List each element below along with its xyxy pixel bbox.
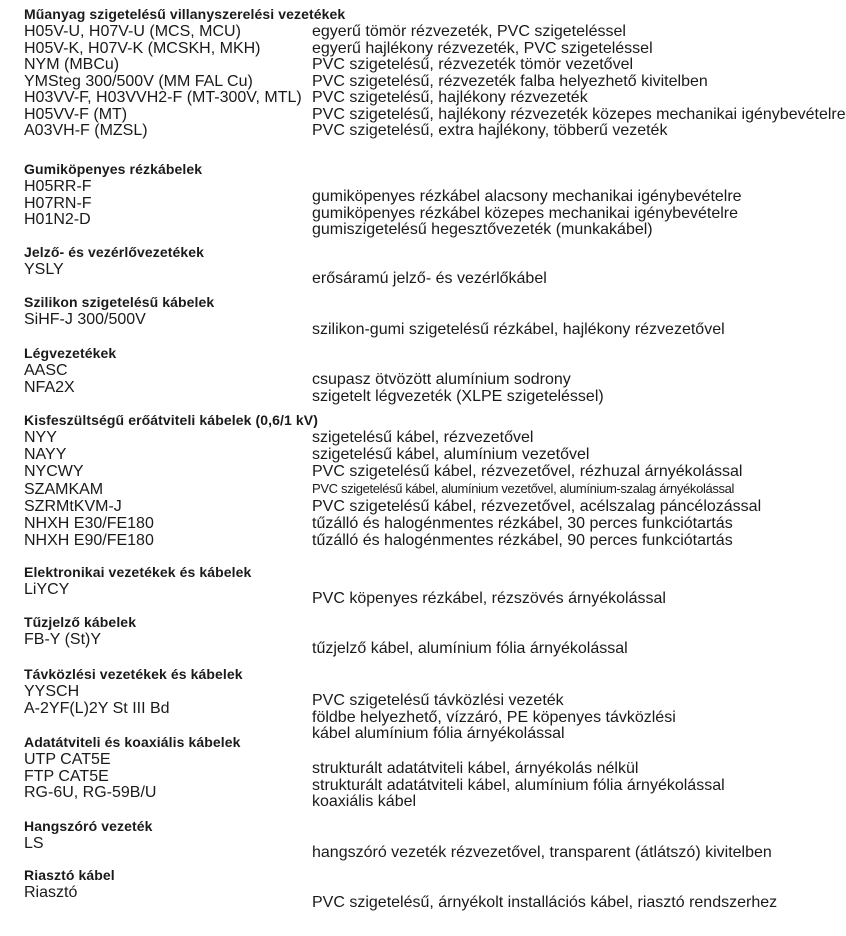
cable-description: strukturált adatátviteli kábel, árnyékolás nélkül (312, 760, 639, 777)
cable-code: NYCWY (24, 463, 84, 481)
cable-description: gumiköpenyes rézkábel alacsony mechanikai igénybevételre (312, 188, 742, 205)
cable-code: FB-Y (St)Y (24, 631, 102, 648)
cable-code: NHXH E30/FE180 (24, 515, 154, 532)
cable-code: SZRMtKVM-J (24, 497, 122, 515)
cable-code: A03VH-F (MZSL) (24, 122, 148, 139)
cable-code: H05VV-F (MT) (24, 105, 128, 123)
cable-description: szilikon-gumi szigetelésű rézkábel, hajlékony rézvezetővel (312, 321, 725, 338)
cable-description: PVC szigetelésű, extra hajlékony, többerű vezeték (312, 122, 668, 139)
cable-code: H07RN-F (24, 194, 92, 212)
section-heading: Műanyag szigetelésű villanyszerelési vezetékek (24, 6, 346, 22)
section-heading: Szilikon szigetelésű kábelek (24, 294, 215, 310)
cable-description: szigetelésű kábel, rézvezetővel (312, 429, 534, 446)
cable-code: UTP CAT5E (24, 751, 111, 768)
section (24, 411, 764, 553)
cable-description: földbe helyezhető, vízzáró, PE köpenyes távközlési (312, 708, 676, 726)
section-heading: Távközlési vezetékek és kábelek (24, 666, 243, 682)
cable-description: PVC szigetelésű, árnyékolt installációs kábel, riasztó rendszerhez (312, 894, 778, 911)
section-heading: Tűzjelző kábelek (24, 614, 137, 630)
section-heading: Gumiköpenyes rézkábelek (24, 161, 203, 177)
section (24, 817, 772, 865)
cable-description: szigetelt légvezeték (XLPE szigeteléssel) (312, 387, 604, 405)
section-heading: Légvezetékek (24, 345, 117, 361)
section (24, 866, 778, 915)
cable-description: PVC szigetelésű kábel, rézvezetővel, rézhuzal árnyékolással (312, 463, 743, 481)
cable-code: NAYY (24, 446, 67, 464)
cable-code: LiYCY (24, 581, 70, 598)
cable-description: tűzálló és halogénmentes rézkábel, 90 perces funkciótartás (312, 532, 733, 550)
cable-description: tűzjelző kábel, alumínium fólia árnyékolással (312, 640, 628, 657)
cable-code: YSLY (24, 261, 64, 278)
cable-code: NFA2X (24, 378, 75, 396)
cable-code: H03VV-F, H03VVH2-F (MT-300V, MTL) (24, 89, 302, 106)
cable-description: kábel alumínium fólia árnyékolással (312, 725, 565, 742)
cable-description: PVC szigetelésű távközlési vezeték (312, 692, 564, 709)
cable-code: YYSCH (24, 683, 80, 700)
cable-code: H05V-U, H07V-U (MCS, MCU) (24, 23, 241, 40)
cable-code: SZAMKAM (24, 480, 104, 498)
cable-description: PVC szigetelésű kábel, alumínium vezetővel, alumínium-szalag árnyékolással (312, 480, 735, 496)
cable-description: PVC köpenyes rézkábel, rézszövés árnyékolással (312, 590, 666, 607)
cable-description: PVC szigetelésű, hajlékony rézvezeték (312, 89, 588, 106)
cable-description: koaxiális kábel (312, 793, 417, 810)
cable-code: H05V-K, H07V-K (MCSKH, MKH) (24, 39, 261, 57)
cable-description: hangszóró vezeték rézvezetővel, transparent (átlátszó) kivitelben (312, 844, 772, 861)
cable-code: RG-6U, RG-59B/U (24, 784, 157, 801)
cable-code: H01N2-D (24, 211, 91, 228)
section (24, 613, 764, 661)
cable-code: LS (24, 835, 44, 852)
cable-description: PVC szigetelésű kábel, rézvezetővel, acélszalag páncélozással (312, 497, 762, 515)
cable-description: csupasz ötvözött alumínium sodrony (312, 371, 571, 388)
section-heading: Adatátviteli és koaxiális kábelek (24, 734, 241, 750)
section-heading: Hangszóró vezeték (24, 818, 153, 834)
cable-description: PVC szigetelésű, hajlékony rézvezeték közepes mechanikai igénybevételre (312, 105, 846, 123)
cable-description: gumiköpenyes rézkábel közepes mechanikai igénybevételre (312, 204, 739, 222)
cable-description: egyerű tömör rézvezeték, PVC szigeteléssel (312, 23, 626, 40)
section-heading: Kisfeszültségű erőátviteli kábelek (0,6/1 kV) (24, 412, 318, 428)
cable-description: strukturált adatátviteli kábel, alumínium fólia árnyékolással (312, 776, 725, 794)
cable-code: AASC (24, 362, 68, 379)
cable-code: SiHF-J 300/500V (24, 311, 146, 328)
section (24, 293, 764, 342)
cable-description: szigetelésű kábel, alumínium vezetővel (312, 446, 590, 464)
cable-code: NYM (MBCu) (24, 56, 120, 73)
cable-code: YMSteg 300/500V (MM FAL Cu) (24, 72, 253, 90)
cable-description: PVC szigetelésű, rézvezeték falba helyezhető kivitelben (312, 72, 708, 90)
cable-code: NYY (24, 429, 57, 446)
section (24, 733, 764, 814)
cable-code: NHXH E90/FE180 (24, 532, 154, 550)
cable-description: PVC szigetelésű, rézvezeték tömör vezetővel (312, 56, 634, 73)
section-heading: Jelző- és vezérlővezetékek (24, 244, 205, 260)
section (24, 344, 764, 408)
cable-description: tűzálló és halogénmentes rézkábel, 30 perces funkciótartás (312, 515, 733, 532)
cable-code: FTP CAT5E (24, 767, 109, 785)
cable-description: gumiszigetelésű hegesztővezeték (munkakábel) (312, 221, 653, 238)
section-heading: Elektronikai vezetékek és kábelek (24, 564, 252, 580)
cable-code: A-2YF(L)2Y St III Bd (24, 699, 170, 717)
cable-description: erősáramú jelző- és vezérlőkábel (312, 270, 547, 287)
section (24, 243, 764, 291)
section-heading: Riasztó kábel (24, 867, 115, 883)
section (24, 160, 764, 242)
cable-code: Riasztó (24, 884, 78, 901)
section (24, 5, 846, 143)
cable-code: H05RR-F (24, 178, 92, 195)
section (24, 563, 764, 611)
cable-description: egyerű hajlékony rézvezeték, PVC szigeteléssel (312, 39, 653, 57)
